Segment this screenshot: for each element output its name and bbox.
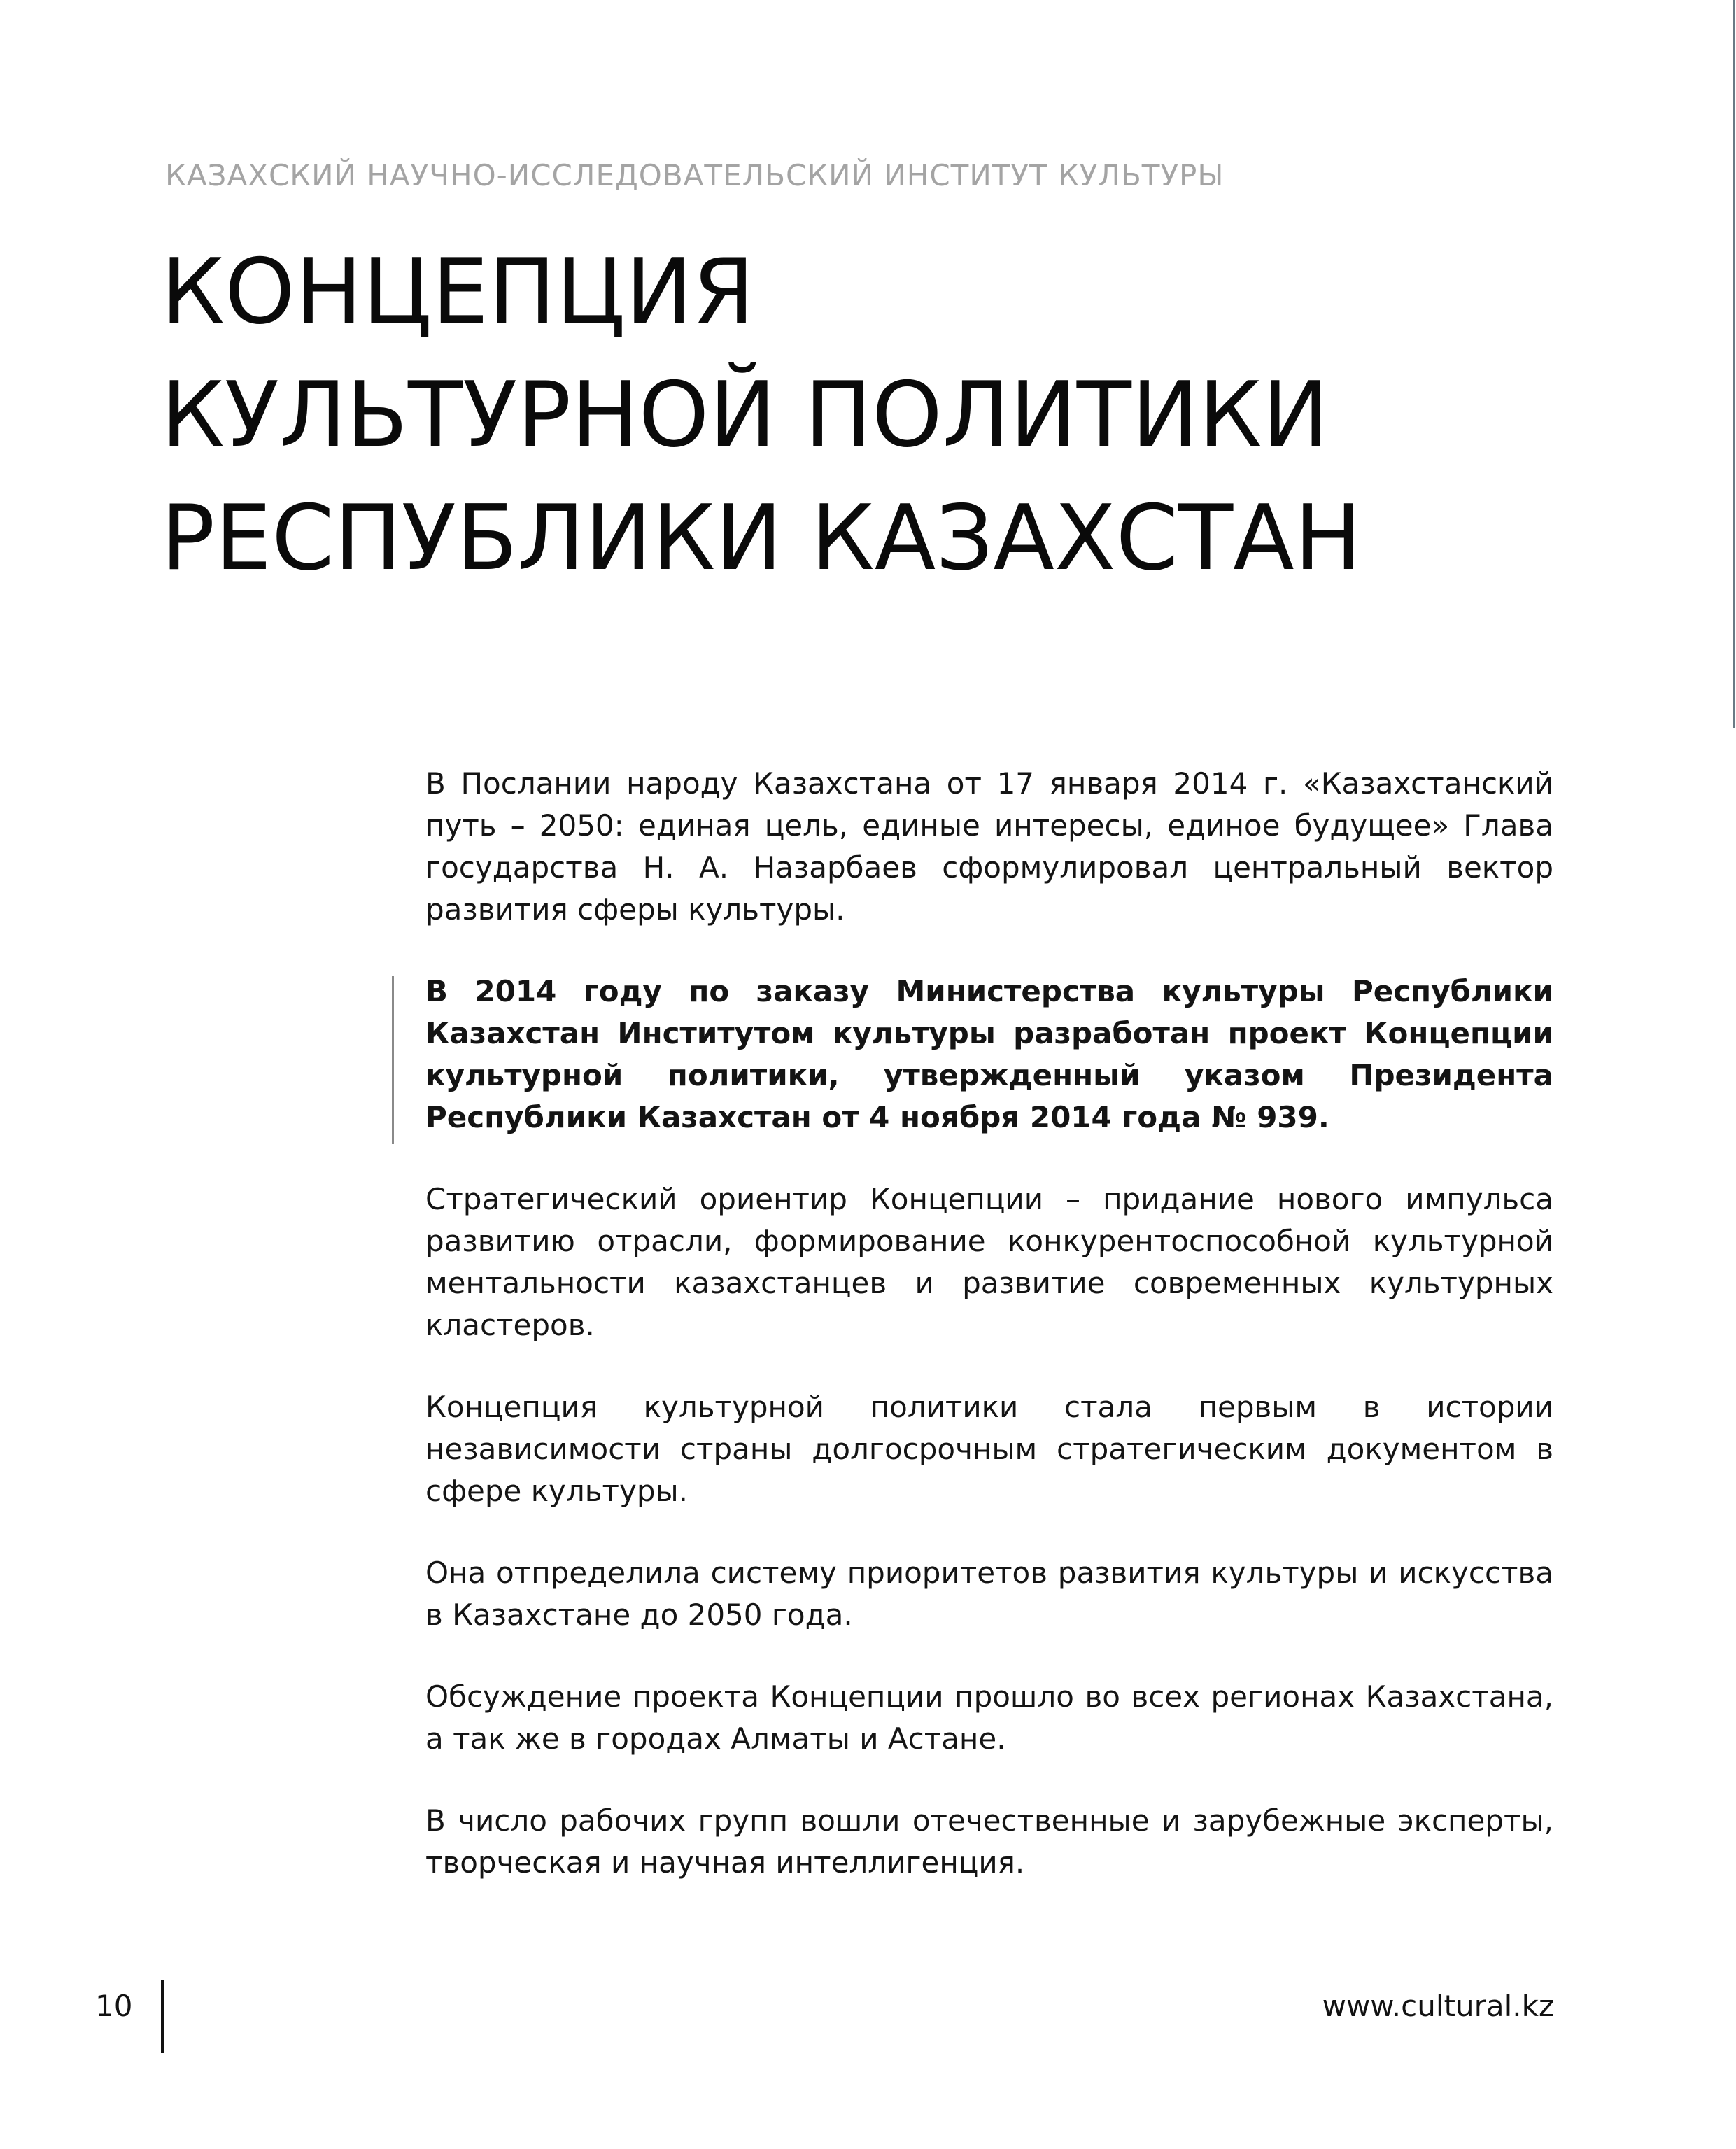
paragraph-priorities: Она отпределила систему приоритетов развития культуры и искусства в Казахстане до 2050 года. — [425, 1556, 1553, 1632]
paragraph-working-groups: В число рабочих групп вошли отечественные и зарубежные эксперты, творческая и научная интеллигенция. — [425, 1803, 1553, 1880]
title-line-2: КУЛЬТУРНОЙ ПОЛИТИКИ — [161, 363, 1329, 467]
highlight-text: В 2014 году по заказу Министерства культуры Республики Казахстан Институтом культуры разработан проект Концепции культурной политики, утвержденный указом Президента Республики Казахстан от 4 ноября 2014 года № 939. — [425, 974, 1553, 1134]
body-text — [425, 763, 1553, 1924]
paragraph-discussion: Обсуждение проекта Концепции прошло во всех регионах Казахстана, а так же в городах Алматы и Астане. — [425, 1679, 1553, 1756]
paragraph-first-document: Концепция культурной политики стала первым в истории независимости страны долгосрочным стратегическим документом в сфере культуры. — [425, 1390, 1553, 1508]
page-edge-line — [1733, 0, 1735, 728]
paragraph-strategy: Стратегический ориентир Концепции – придание нового импульса развитию отрасли, формирование конкурентоспособной культурной ментальности казахстанцев и развитие современных культурных кластеров. — [425, 1182, 1553, 1342]
page-number: 10 — [95, 1989, 133, 2023]
website-link[interactable]: www.cultural.kz — [1322, 1989, 1554, 2023]
quote-bar — [392, 976, 394, 1144]
institute-name: КАЗАХСКИЙ НАУЧНО-ИССЛЕДОВАТЕЛЬСКИЙ ИНСТИТУТ КУЛЬТУРЫ — [165, 158, 1225, 192]
document-title — [161, 231, 1362, 600]
title-line-1: КОНЦЕПЦИЯ — [161, 240, 755, 344]
paragraph-intro: В Послании народу Казахстана от 17 января 2014 г. «Казахстанский путь – 2050: единая цель, единые интересы, единое будущее» Глава государства Н. А. Назарбаев сформулировал центральный вектор развития сферы культуры. — [425, 766, 1553, 926]
footer-divider — [161, 1980, 164, 2053]
title-line-3: РЕСПУБЛИКИ КАЗАХСТАН — [161, 486, 1362, 591]
highlight-paragraph — [425, 971, 1553, 1139]
